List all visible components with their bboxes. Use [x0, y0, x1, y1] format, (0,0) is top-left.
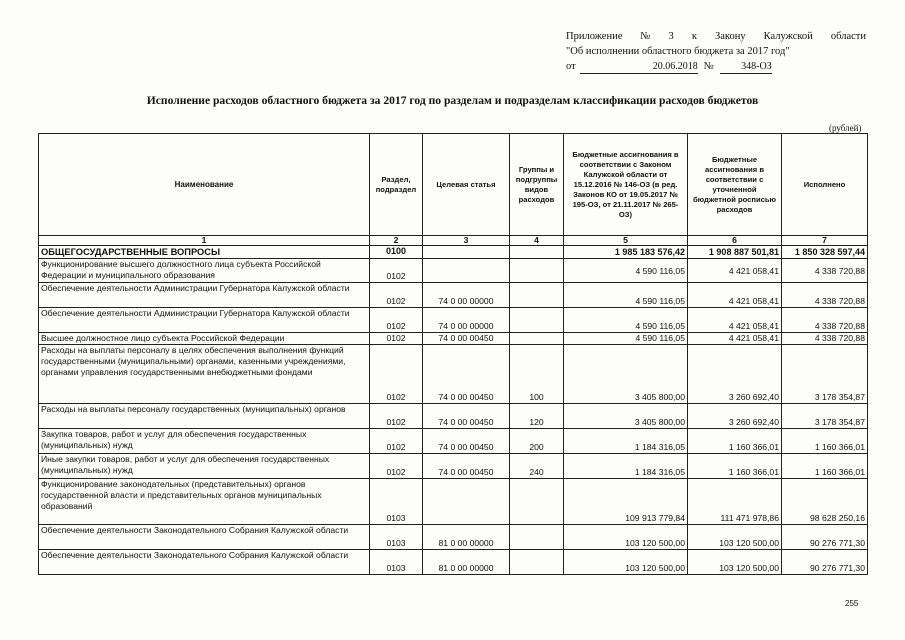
row-section: 0102	[370, 333, 423, 345]
column-number: 5	[564, 236, 688, 246]
row-revised: 111 471 978,86	[688, 479, 782, 525]
header-executed: Исполнено	[782, 134, 868, 236]
row-revised: 1 160 366,01	[688, 429, 782, 454]
row-group: 240	[510, 454, 564, 479]
row-executed: 1 850 328 597,44	[782, 246, 868, 259]
column-number: 1	[39, 236, 370, 246]
row-target: 74 0 00 00450	[423, 404, 510, 429]
row-name: Обеспечение деятельности Законодательного Собрания Калужской области	[39, 525, 370, 550]
row-section: 0102	[370, 404, 423, 429]
row-target: 74 0 00 00450	[423, 454, 510, 479]
header-group: Группы и подгруппы видов расходов	[510, 134, 564, 236]
row-revised: 3 260 692,40	[688, 404, 782, 429]
table-row	[39, 345, 868, 404]
row-revised: 1 160 366,01	[688, 454, 782, 479]
appendix-word: 3	[668, 31, 674, 42]
row-planned: 1 184 316,05	[564, 429, 688, 454]
row-name: ОБЩЕГОСУДАРСТВЕННЫЕ ВОПРОСЫ	[39, 246, 370, 259]
row-section: 0102	[370, 429, 423, 454]
row-name: Иные закупки товаров, работ и услуг для обеспечения государственных (муниципальных) нужд	[39, 454, 370, 479]
row-planned: 3 405 800,00	[564, 404, 688, 429]
appendix-header	[566, 29, 866, 74]
row-target: 74 0 00 00450	[423, 333, 510, 345]
table-row	[39, 454, 868, 479]
table-row	[39, 550, 868, 575]
column-number-row	[39, 236, 868, 246]
page-title: Исполнение расходов областного бюджета за 2017 год по разделам и подразделам классификации расходов бюджетов	[146, 94, 759, 107]
table-row	[39, 283, 868, 308]
row-group	[510, 246, 564, 259]
row-planned: 4 590 116,05	[564, 333, 688, 345]
row-name: Расходы на выплаты персоналу в целях обеспечения выполнения функций государственными (муниципальными) органами, казенными учреждениями, органами управления государственными внебюджетными фондами	[39, 345, 370, 404]
row-group	[510, 525, 564, 550]
row-planned: 1 184 316,05	[564, 454, 688, 479]
row-section: 0103	[370, 479, 423, 525]
appendix-line-1	[566, 29, 866, 44]
unit-label: (рублей)	[829, 123, 862, 133]
expenditure-table	[38, 133, 868, 575]
row-revised: 1 908 887 501,81	[688, 246, 782, 259]
row-group: 200	[510, 429, 564, 454]
law-number: 348-ОЗ	[720, 61, 772, 74]
row-name: Функционирование высшего должностного лица субъекта Российской Федерации и муниципального образования	[39, 259, 370, 283]
row-revised: 103 120 500,00	[688, 550, 782, 575]
header-section: Раздел, подраздел	[370, 134, 423, 236]
table-row	[39, 525, 868, 550]
row-group	[510, 479, 564, 525]
row-planned: 4 590 116,05	[564, 308, 688, 333]
row-section: 0102	[370, 259, 423, 283]
row-revised: 103 120 500,00	[688, 525, 782, 550]
row-planned: 4 590 116,05	[564, 259, 688, 283]
page-number: 255	[845, 599, 859, 608]
row-target	[423, 246, 510, 259]
row-section: 0103	[370, 550, 423, 575]
table-row	[39, 429, 868, 454]
row-target: 74 0 00 00000	[423, 308, 510, 333]
row-section: 0102	[370, 345, 423, 404]
row-executed: 4 338 720,88	[782, 283, 868, 308]
column-number: 4	[510, 236, 564, 246]
row-section: 0100	[370, 246, 423, 259]
appendix-word: к	[691, 31, 697, 42]
row-planned: 3 405 800,00	[564, 345, 688, 404]
row-executed: 90 276 771,30	[782, 550, 868, 575]
appendix-word: Приложение	[566, 31, 623, 42]
row-executed: 4 338 720,88	[782, 308, 868, 333]
column-number: 3	[423, 236, 510, 246]
row-executed: 90 276 771,30	[782, 525, 868, 550]
row-revised: 4 421 058,41	[688, 308, 782, 333]
table-row	[39, 246, 868, 259]
row-name: Функционирование законодательных (представительных) органов государственной власти и представительных органов муниципальных образований	[39, 479, 370, 525]
row-target	[423, 259, 510, 283]
table-header-row	[39, 134, 868, 236]
header-name: Наименование	[39, 134, 370, 236]
row-executed: 4 338 720,88	[782, 333, 868, 345]
appendix-word: Калужской	[763, 31, 813, 42]
row-executed: 4 338 720,88	[782, 259, 868, 283]
row-executed: 1 160 366,01	[782, 429, 868, 454]
row-group	[510, 283, 564, 308]
date-prefix: от	[566, 61, 576, 72]
appendix-line-2: "Об исполнении областного бюджета за 2017 год"	[566, 46, 790, 57]
row-section: 0102	[370, 308, 423, 333]
row-executed: 1 160 366,01	[782, 454, 868, 479]
row-target: 74 0 00 00450	[423, 429, 510, 454]
row-name: Расходы на выплаты персоналу государственных (муниципальных) органов	[39, 404, 370, 429]
table-row	[39, 479, 868, 525]
column-number: 7	[782, 236, 868, 246]
row-group	[510, 259, 564, 283]
row-section: 0102	[370, 454, 423, 479]
appendix-word: Закону	[715, 31, 746, 42]
appendix-line-3	[566, 59, 866, 74]
row-target	[423, 479, 510, 525]
row-planned: 109 913 779,84	[564, 479, 688, 525]
column-number: 6	[688, 236, 782, 246]
row-name: Обеспечение деятельности Администрации Губернатора Калужской области	[39, 308, 370, 333]
header-revised: Бюджетные ассигнования в соответствии с уточненной бюджетной росписью расходов	[688, 134, 782, 236]
row-executed: 3 178 354,87	[782, 404, 868, 429]
row-revised: 4 421 058,41	[688, 259, 782, 283]
row-target: 74 0 00 00450	[423, 345, 510, 404]
row-executed: 3 178 354,87	[782, 345, 868, 404]
header-planned: Бюджетные ассигнования в соответствии с Законом Калужской области от 15.12.2016 № 146-ОЗ (в ред. Законов КО от 19.05.2017 № 195-ОЗ, от 21.11.2017 № 265-ОЗ)	[564, 134, 688, 236]
table-row	[39, 333, 868, 345]
row-planned: 103 120 500,00	[564, 525, 688, 550]
row-section: 0102	[370, 283, 423, 308]
row-revised: 4 421 058,41	[688, 283, 782, 308]
row-target: 81 0 00 00000	[423, 550, 510, 575]
row-revised: 4 421 058,41	[688, 333, 782, 345]
row-planned: 4 590 116,05	[564, 283, 688, 308]
row-section: 0103	[370, 525, 423, 550]
column-number: 2	[370, 236, 423, 246]
number-sign: №	[703, 61, 714, 72]
row-target: 81 0 00 00000	[423, 525, 510, 550]
appendix-word: №	[640, 31, 651, 42]
row-group	[510, 333, 564, 345]
row-name: Закупка товаров, работ и услуг для обеспечения государственных (муниципальных) нужд	[39, 429, 370, 454]
row-name: Обеспечение деятельности Администрации Губернатора Калужской области	[39, 283, 370, 308]
row-group: 120	[510, 404, 564, 429]
appendix-word: области	[830, 31, 866, 42]
table-row	[39, 259, 868, 283]
row-name: Высшее должностное лицо субъекта Российской Федерации	[39, 333, 370, 345]
row-group	[510, 308, 564, 333]
row-target: 74 0 00 00000	[423, 283, 510, 308]
row-planned: 103 120 500,00	[564, 550, 688, 575]
row-group	[510, 550, 564, 575]
law-date: 20.06.2018	[580, 61, 698, 74]
row-name: Обеспечение деятельности Законодательного Собрания Калужской области	[39, 550, 370, 575]
table-row	[39, 308, 868, 333]
row-revised: 3 260 692,40	[688, 345, 782, 404]
header-target: Целевая статья	[423, 134, 510, 236]
row-planned: 1 985 183 576,42	[564, 246, 688, 259]
row-executed: 98 628 250,16	[782, 479, 868, 525]
table-row	[39, 404, 868, 429]
row-group: 100	[510, 345, 564, 404]
